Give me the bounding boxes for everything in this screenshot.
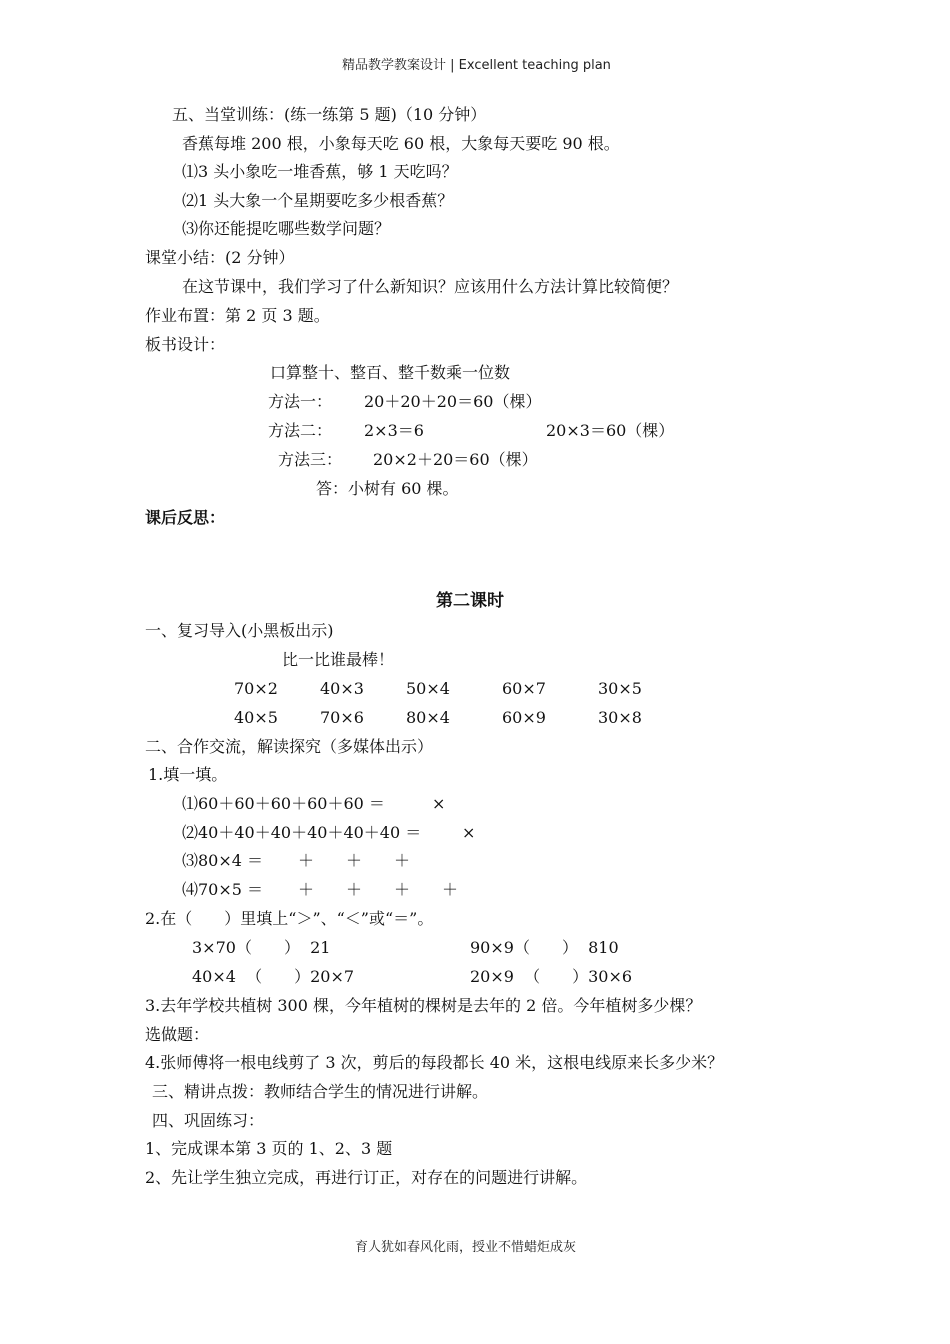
section-5-title: 五、当堂训练：(练一练第 5 题)（10 分钟） [172,105,487,124]
reflection-title: 课后反思： [145,508,226,527]
fill-item-1-tail: × [432,794,446,813]
section-4: 四、巩固练习： [152,1111,265,1130]
fill-item-3-tail: ＋ ＋ ＋ [298,851,411,870]
drill-cell: 70×6 [320,708,364,727]
question-1: ⑴3 头小象吃一堆香蕉，够 1 天吃吗？ [182,162,458,181]
compare-item-3: 40×4 （ ）20×7 [192,967,355,986]
fill-item-3: ⑶80×4 ＝ [182,851,264,870]
problem-4: 4.张师傅将一根电线剪了 3 次，剪后的每段都长 40 米，这根电线原来长多少米？ [145,1053,724,1072]
question-2: ⑵1 头大象一个星期要吃多少根香蕉？ [182,191,454,210]
section-2-title: 二、合作交流，解读探究（多媒体出示） [145,737,434,756]
exercise-1: 1、完成课本第 3 页的 1、2、3 题 [145,1139,393,1158]
method-2-expr: 2×3＝6 [364,421,424,440]
drill-cell: 40×3 [320,679,364,698]
method-3-expr: 20×2＋20＝60（棵） [373,450,538,469]
drill-cell: 40×5 [234,708,278,727]
page-header: 精品教学教案设计 | Excellent teaching plan [342,58,611,73]
lesson-2-title: 第二课时 [436,591,504,611]
method-3-label: 方法三： [278,450,343,469]
section-3: 三、精讲点拨：教师结合学生的情况进行讲解。 [152,1082,489,1101]
drill-cell: 60×7 [502,679,546,698]
problem-intro: 香蕉每堆 200 根，小象每天吃 60 根，大象每天要吃 90 根。 [182,134,620,153]
drill-cell: 50×4 [406,679,450,698]
exercise-2: 2、先让学生独立完成，再进行订正，对存在的问题进行讲解。 [145,1168,588,1187]
fill-item-1: ⑴60＋60＋60＋60＋60 ＝ [182,794,385,813]
method-1-expr: 20＋20＋20＝60（棵） [364,392,542,411]
problem-3: 3.去年学校共植树 300 棵，今年植树的棵树是去年的 2 倍。今年植树多少棵？ [145,996,702,1015]
drill-cell: 80×4 [406,708,450,727]
board-heading: 口算整十、整百、整千数乘一位数 [270,363,511,382]
summary-text: 在这节课中，我们学习了什么新知识？应该用什么方法计算比较简便？ [182,277,679,296]
drill-cell: 60×9 [502,708,546,727]
drill-cell: 30×8 [598,708,642,727]
method-2-label: 方法二： [268,421,333,440]
drill-cell: 30×5 [598,679,642,698]
section-1-title: 一、复习导入(小黑板出示) [145,621,334,640]
summary-title: 课堂小结：(2 分钟） [145,248,295,267]
compare-title: 2.在（ ）里填上“＞”、“＜”或“＝”。 [145,909,434,928]
page-footer: 育人犹如春风化雨，授业不惜蜡炬成灰 [355,1240,577,1255]
fill-item-2: ⑵40＋40＋40＋40＋40＋40 ＝ [182,823,422,842]
board-design-title: 板书设计： [145,335,226,354]
homework: 作业布置：第 2 页 3 题。 [145,306,330,325]
drill-cell: 70×2 [234,679,278,698]
method-1-label: 方法一： [268,392,333,411]
section-1-subtitle: 比一比谁最棒！ [282,650,395,669]
fill-item-4: ⑷70×5 ＝ [182,880,264,899]
compare-item-2: 90×9（ ） 810 [470,938,619,957]
method-2-expr-2: 20×3＝60（棵） [546,421,675,440]
board-answer: 答：小树有 60 棵。 [316,479,459,498]
fill-item-4-tail: ＋ ＋ ＋ ＋ [298,880,459,899]
optional-title: 选做题： [145,1025,210,1044]
compare-item-1: 3×70（ ） 21 [192,938,331,957]
question-3: ⑶你还能提吃哪些数学问题？ [182,219,391,238]
compare-item-4: 20×9 （ ）30×6 [470,967,633,986]
fill-item-2-tail: × [462,823,476,842]
fill-title: 1.填一填。 [148,765,228,784]
